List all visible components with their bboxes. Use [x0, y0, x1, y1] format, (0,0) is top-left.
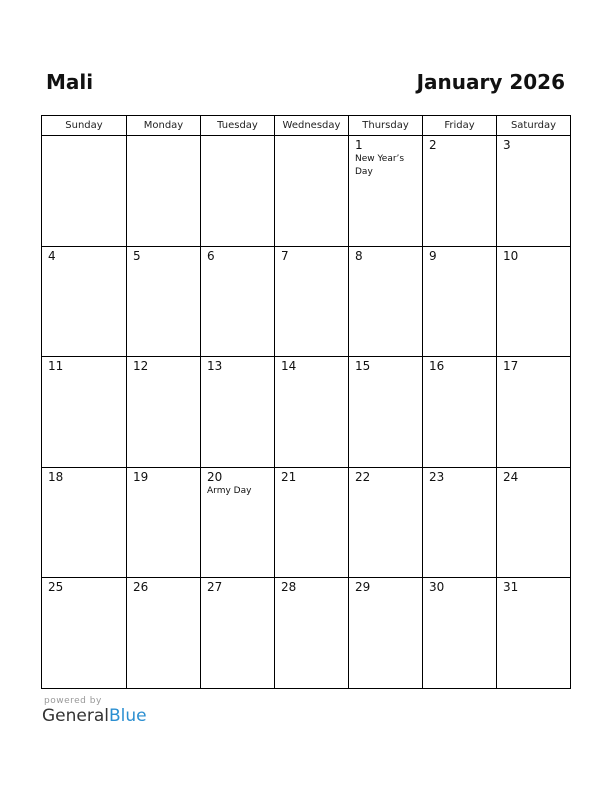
day-cell — [423, 357, 497, 468]
day-number: 12 — [133, 359, 149, 373]
day-cell — [349, 357, 423, 468]
weekday-monday: Monday — [127, 116, 201, 136]
day-cell — [275, 247, 349, 358]
week-row-1 — [42, 136, 571, 247]
footer-branding — [42, 696, 147, 726]
brand-name-blue: Blue — [109, 706, 147, 726]
day-number: 21 — [281, 469, 297, 484]
day-cell — [497, 357, 571, 468]
day-cell — [127, 357, 201, 468]
day-cell — [42, 357, 127, 468]
day-number: 17 — [503, 359, 519, 373]
weekday-saturday: Saturday — [497, 116, 571, 136]
day-cell — [42, 247, 127, 358]
week-row-2 — [42, 247, 571, 358]
day-number: 1 — [355, 138, 363, 152]
day-number: 27 — [207, 580, 223, 594]
day-number: 3 — [503, 138, 511, 152]
day-number: 25 — [48, 580, 64, 594]
day-cell — [497, 136, 571, 247]
day-number: 5 — [133, 248, 141, 263]
day-number: 15 — [355, 359, 371, 373]
day-number: 13 — [207, 359, 223, 373]
day-number: 26 — [133, 580, 149, 594]
day-cell — [349, 247, 423, 358]
day-cell — [275, 578, 349, 689]
day-cell — [42, 578, 127, 689]
day-cell — [423, 136, 497, 247]
day-cell — [497, 468, 571, 579]
day-number: 7 — [281, 248, 289, 263]
holiday-label: New Year’s Day — [355, 154, 405, 177]
week-row-4 — [42, 468, 571, 579]
brand-logo[interactable] — [42, 706, 147, 726]
day-cell — [275, 468, 349, 579]
day-cell — [275, 136, 349, 247]
day-cell — [201, 247, 275, 358]
week-row-3 — [42, 357, 571, 468]
day-cell — [42, 468, 127, 579]
day-cell — [275, 357, 349, 468]
weekday-thursday: Thursday — [349, 116, 423, 136]
day-number: 31 — [503, 580, 519, 594]
day-number: 2 — [429, 138, 437, 152]
day-number: 29 — [355, 580, 371, 594]
calendar-header — [42, 70, 570, 98]
day-number: 24 — [503, 469, 519, 484]
day-cell — [497, 247, 571, 358]
day-number: 23 — [429, 469, 445, 484]
day-cell — [127, 136, 201, 247]
day-cell — [201, 357, 275, 468]
day-cell — [127, 247, 201, 358]
day-cell — [423, 247, 497, 358]
day-cell — [201, 468, 275, 579]
day-number: 8 — [355, 248, 363, 263]
weekday-sunday: Sunday — [42, 116, 127, 136]
brand-name-general: General — [42, 706, 109, 726]
month-year-title: January 2026 — [416, 70, 565, 94]
day-cell — [127, 468, 201, 579]
day-cell — [423, 468, 497, 579]
day-cell — [127, 578, 201, 689]
day-number: 14 — [281, 359, 297, 373]
day-number: 6 — [207, 248, 215, 263]
day-cell — [349, 578, 423, 689]
day-number: 10 — [503, 248, 519, 263]
day-number: 16 — [429, 359, 445, 373]
weekday-tuesday: Tuesday — [201, 116, 275, 136]
day-cell — [42, 136, 127, 247]
powered-by-text: powered by — [44, 696, 102, 706]
calendar-grid — [41, 115, 571, 689]
weekday-header-row — [42, 116, 571, 136]
day-number: 19 — [133, 469, 149, 484]
day-cell — [349, 136, 423, 247]
day-number: 22 — [355, 469, 371, 484]
day-number: 4 — [48, 248, 56, 263]
day-cell — [497, 578, 571, 689]
day-number: 18 — [48, 469, 64, 484]
day-number: 20 — [207, 469, 223, 484]
weekday-wednesday: Wednesday — [275, 116, 349, 136]
day-number: 11 — [48, 359, 64, 373]
day-number: 30 — [429, 580, 445, 594]
day-number: 9 — [429, 248, 437, 263]
day-number: 28 — [281, 580, 297, 594]
day-cell — [423, 578, 497, 689]
weekday-friday: Friday — [423, 116, 497, 136]
week-row-5 — [42, 578, 571, 689]
day-cell — [201, 578, 275, 689]
day-cell — [201, 136, 275, 247]
day-cell — [349, 468, 423, 579]
country-title: Mali — [46, 70, 94, 94]
holiday-label: Army Day — [207, 485, 252, 496]
